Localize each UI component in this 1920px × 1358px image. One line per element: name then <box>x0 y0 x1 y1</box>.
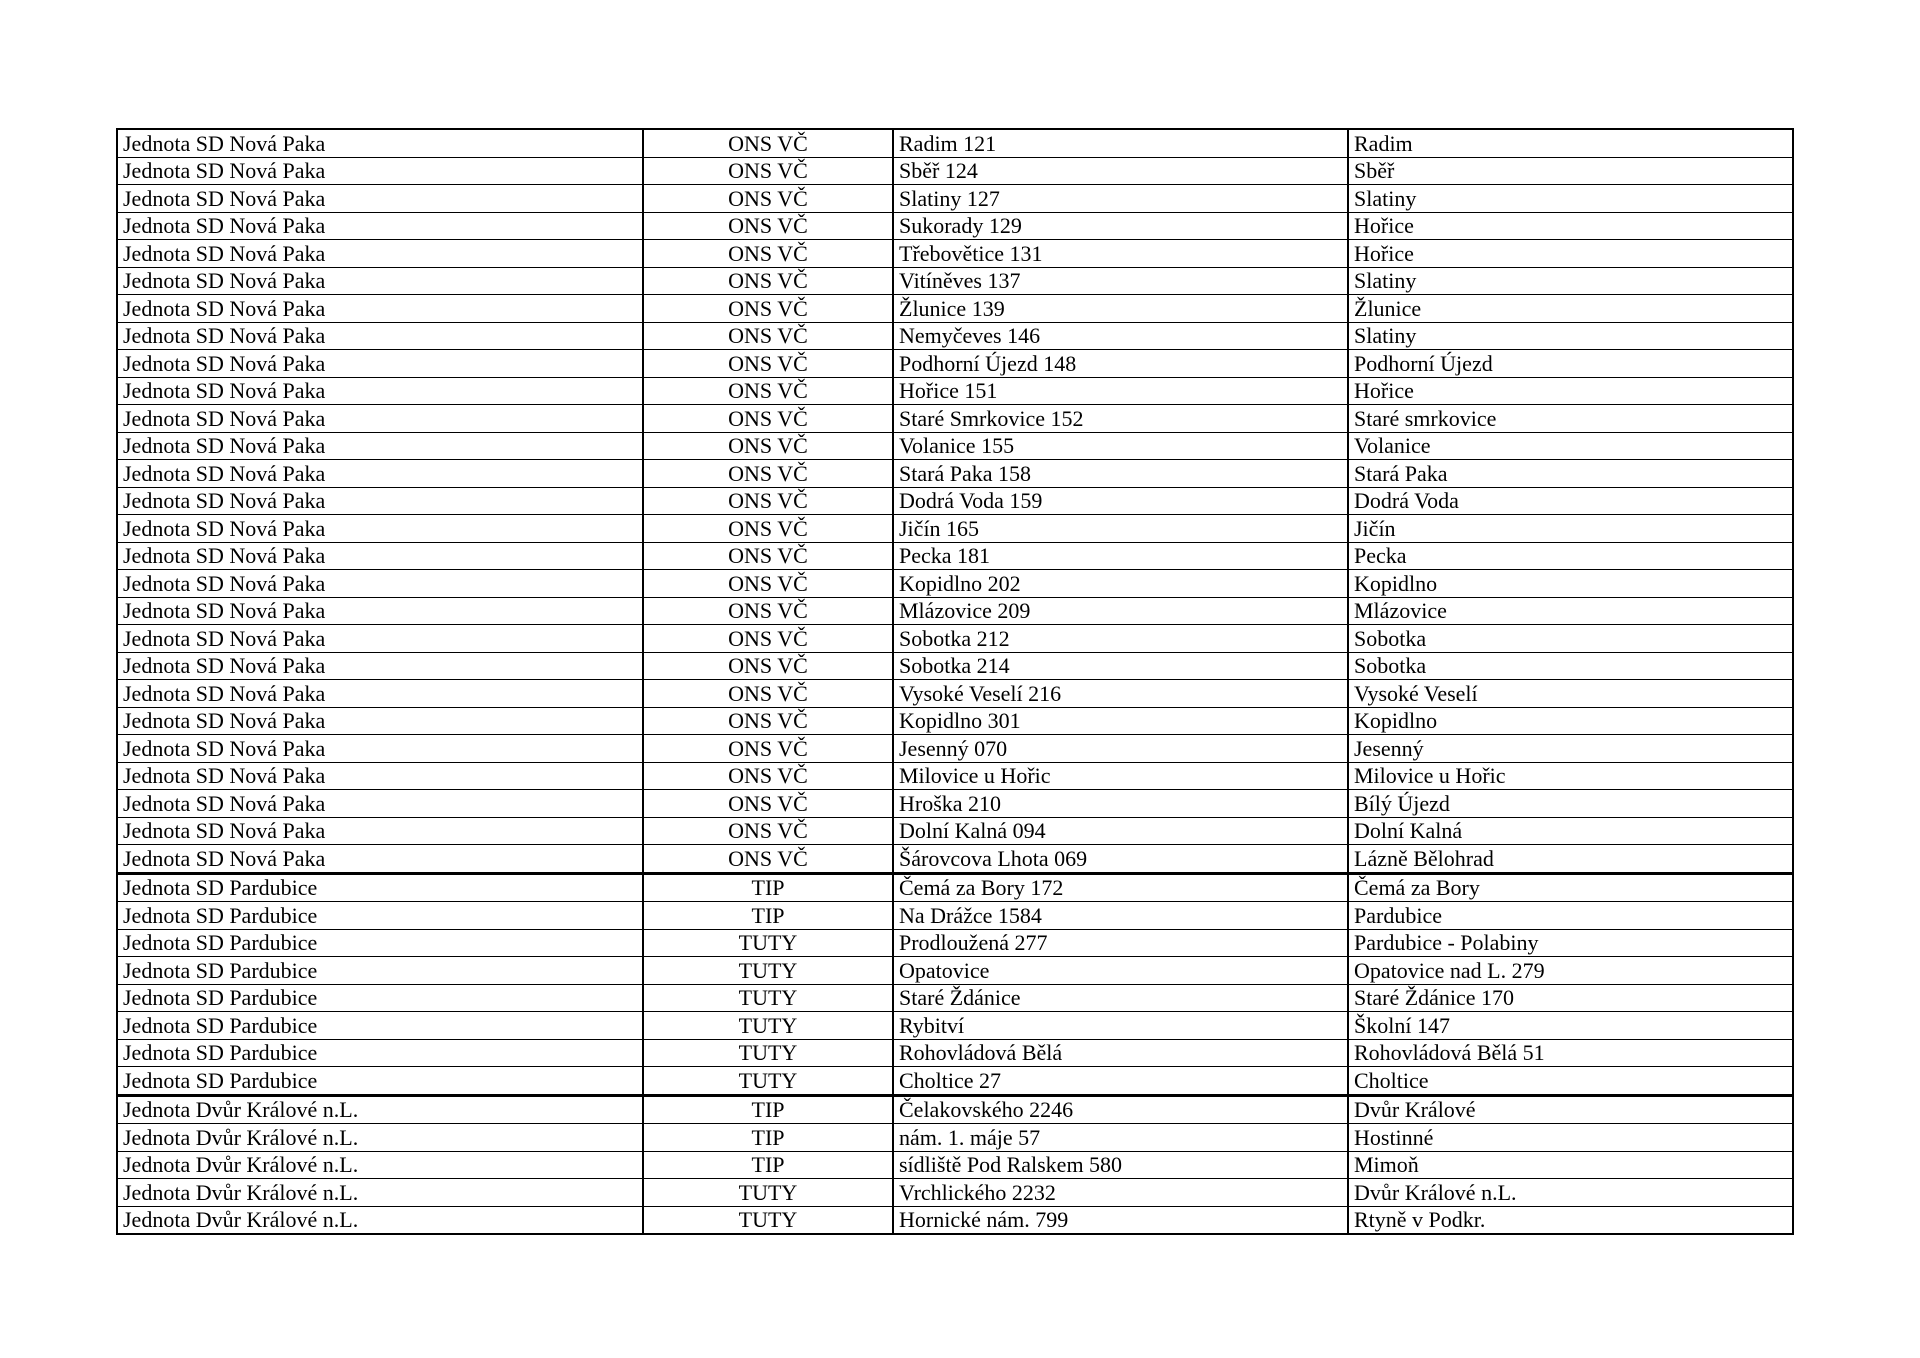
place-cell: Bílý Újezd <box>1348 790 1793 818</box>
place-cell: Pardubice <box>1348 902 1793 930</box>
type-cell: ONS VČ <box>643 322 893 350</box>
type-cell: ONS VČ <box>643 460 893 488</box>
org-cell: Jednota SD Pardubice <box>117 984 643 1012</box>
table-row <box>117 845 1793 874</box>
type-cell: ONS VČ <box>643 652 893 680</box>
address-cell: Vitíněves 137 <box>893 267 1348 295</box>
address-cell: sídliště Pod Ralskem 580 <box>893 1151 1348 1179</box>
type-cell: ONS VČ <box>643 845 893 874</box>
type-cell: ONS VČ <box>643 157 893 185</box>
place-cell: Slatiny <box>1348 322 1793 350</box>
address-cell: Jesenný 070 <box>893 735 1348 763</box>
place-cell: Volanice <box>1348 432 1793 460</box>
org-cell: Jednota Dvůr Králové n.L. <box>117 1179 643 1207</box>
org-cell: Jednota SD Nová Paka <box>117 295 643 323</box>
place-cell: Milovice u Hořic <box>1348 762 1793 790</box>
type-cell: ONS VČ <box>643 735 893 763</box>
org-cell: Jednota SD Nová Paka <box>117 735 643 763</box>
org-cell: Jednota SD Nová Paka <box>117 377 643 405</box>
place-cell: Hostinné <box>1348 1124 1793 1152</box>
org-cell: Jednota SD Nová Paka <box>117 570 643 598</box>
place-cell: Lázně Bělohrad <box>1348 845 1793 874</box>
address-cell: Šárovcova Lhota 069 <box>893 845 1348 874</box>
place-cell: Slatiny <box>1348 185 1793 213</box>
address-cell: Rohovládová Bělá <box>893 1039 1348 1067</box>
org-cell: Jednota SD Nová Paka <box>117 432 643 460</box>
type-cell: ONS VČ <box>643 377 893 405</box>
address-cell: Sobotka 212 <box>893 625 1348 653</box>
type-cell: ONS VČ <box>643 267 893 295</box>
org-cell: Jednota SD Nová Paka <box>117 652 643 680</box>
address-cell: nám. 1. máje 57 <box>893 1124 1348 1152</box>
type-cell: ONS VČ <box>643 350 893 378</box>
type-cell: TUTY <box>643 1067 893 1096</box>
org-cell: Jednota SD Pardubice <box>117 1067 643 1096</box>
place-cell: Kopidlno <box>1348 707 1793 735</box>
address-cell: Hořice 151 <box>893 377 1348 405</box>
address-cell: Radim 121 <box>893 129 1348 157</box>
table-row <box>117 295 1793 323</box>
org-cell: Jednota SD Nová Paka <box>117 212 643 240</box>
type-cell: TIP <box>643 902 893 930</box>
address-cell: Sukorady 129 <box>893 212 1348 240</box>
place-cell: Mlázovice <box>1348 597 1793 625</box>
type-cell: TIP <box>643 1151 893 1179</box>
type-cell: TIP <box>643 873 893 902</box>
org-cell: Jednota SD Nová Paka <box>117 680 643 708</box>
org-cell: Jednota Dvůr Králové n.L. <box>117 1124 643 1152</box>
place-cell: Jičín <box>1348 515 1793 543</box>
org-cell: Jednota SD Nová Paka <box>117 267 643 295</box>
org-cell: Jednota SD Nová Paka <box>117 129 643 157</box>
address-cell: Slatiny 127 <box>893 185 1348 213</box>
place-cell: Rtyně v Podkr. <box>1348 1206 1793 1234</box>
place-cell: Žlunice <box>1348 295 1793 323</box>
place-cell: Hořice <box>1348 377 1793 405</box>
address-cell: Na Drážce 1584 <box>893 902 1348 930</box>
type-cell: TUTY <box>643 1039 893 1067</box>
place-cell: Školní 147 <box>1348 1012 1793 1040</box>
address-cell: Vrchlického 2232 <box>893 1179 1348 1207</box>
type-cell: ONS VČ <box>643 432 893 460</box>
type-cell: TUTY <box>643 929 893 957</box>
table-row <box>117 570 1793 598</box>
table-row <box>117 129 1793 157</box>
address-cell: Kopidlno 301 <box>893 707 1348 735</box>
type-cell: TUTY <box>643 1012 893 1040</box>
place-cell: Radim <box>1348 129 1793 157</box>
table-row <box>117 1095 1793 1124</box>
type-cell: ONS VČ <box>643 542 893 570</box>
address-cell: Prodloužená 277 <box>893 929 1348 957</box>
place-cell: Slatiny <box>1348 267 1793 295</box>
address-cell: Pecka 181 <box>893 542 1348 570</box>
place-cell: Opatovice nad L. 279 <box>1348 957 1793 985</box>
org-cell: Jednota Dvůr Králové n.L. <box>117 1095 643 1124</box>
table-row <box>117 1179 1793 1207</box>
table-row <box>117 817 1793 845</box>
type-cell: ONS VČ <box>643 570 893 598</box>
type-cell: ONS VČ <box>643 185 893 213</box>
org-cell: Jednota SD Nová Paka <box>117 597 643 625</box>
place-cell: Mimoň <box>1348 1151 1793 1179</box>
address-cell: Choltice 27 <box>893 1067 1348 1096</box>
type-cell: TUTY <box>643 1179 893 1207</box>
address-cell: Kopidlno 202 <box>893 570 1348 598</box>
table-row <box>117 267 1793 295</box>
table-row <box>117 873 1793 902</box>
type-cell: ONS VČ <box>643 405 893 433</box>
table-row <box>117 240 1793 268</box>
address-cell: Čelakovského 2246 <box>893 1095 1348 1124</box>
address-cell: Milovice u Hořic <box>893 762 1348 790</box>
place-cell: Podhorní Újezd <box>1348 350 1793 378</box>
address-cell: Jičín 165 <box>893 515 1348 543</box>
org-cell: Jednota SD Pardubice <box>117 1039 643 1067</box>
table-row <box>117 542 1793 570</box>
table-body <box>117 129 1793 1234</box>
table-row <box>117 625 1793 653</box>
address-cell: Hornické nám. 799 <box>893 1206 1348 1234</box>
place-cell: Čemá za Bory <box>1348 873 1793 902</box>
table-row <box>117 1206 1793 1234</box>
place-cell: Dvůr Králové n.L. <box>1348 1179 1793 1207</box>
table-row <box>117 405 1793 433</box>
org-cell: Jednota SD Pardubice <box>117 873 643 902</box>
stores-table <box>116 128 1794 1235</box>
place-cell: Dolní Kalná <box>1348 817 1793 845</box>
address-cell: Čemá za Bory 172 <box>893 873 1348 902</box>
type-cell: TUTY <box>643 1206 893 1234</box>
address-cell: Stará Paka 158 <box>893 460 1348 488</box>
place-cell: Dvůr Králové <box>1348 1095 1793 1124</box>
table-row <box>117 157 1793 185</box>
table-row <box>117 487 1793 515</box>
org-cell: Jednota SD Nová Paka <box>117 487 643 515</box>
type-cell: ONS VČ <box>643 597 893 625</box>
place-cell: Kopidlno <box>1348 570 1793 598</box>
table-row <box>117 1124 1793 1152</box>
table-row <box>117 652 1793 680</box>
table-row <box>117 929 1793 957</box>
org-cell: Jednota SD Nová Paka <box>117 707 643 735</box>
table-row <box>117 902 1793 930</box>
place-cell: Staré smrkovice <box>1348 405 1793 433</box>
table-row <box>117 762 1793 790</box>
place-cell: Rohovládová Bělá 51 <box>1348 1039 1793 1067</box>
org-cell: Jednota SD Nová Paka <box>117 625 643 653</box>
table-row <box>117 432 1793 460</box>
address-cell: Rybitví <box>893 1012 1348 1040</box>
address-cell: Vysoké Veselí 216 <box>893 680 1348 708</box>
place-cell: Sobotka <box>1348 625 1793 653</box>
org-cell: Jednota SD Nová Paka <box>117 845 643 874</box>
address-cell: Staré Smrkovice 152 <box>893 405 1348 433</box>
address-cell: Volanice 155 <box>893 432 1348 460</box>
org-cell: Jednota SD Nová Paka <box>117 460 643 488</box>
org-cell: Jednota SD Nová Paka <box>117 157 643 185</box>
type-cell: ONS VČ <box>643 515 893 543</box>
table-row <box>117 707 1793 735</box>
address-cell: Dolní Kalná 094 <box>893 817 1348 845</box>
table-row <box>117 1067 1793 1096</box>
org-cell: Jednota SD Pardubice <box>117 902 643 930</box>
org-cell: Jednota SD Nová Paka <box>117 790 643 818</box>
table-row <box>117 1012 1793 1040</box>
table-row <box>117 790 1793 818</box>
org-cell: Jednota SD Nová Paka <box>117 240 643 268</box>
place-cell: Pecka <box>1348 542 1793 570</box>
place-cell: Sběř <box>1348 157 1793 185</box>
table-row <box>117 735 1793 763</box>
place-cell: Pardubice - Polabiny <box>1348 929 1793 957</box>
type-cell: ONS VČ <box>643 129 893 157</box>
place-cell: Hořice <box>1348 240 1793 268</box>
table-row <box>117 185 1793 213</box>
org-cell: Jednota SD Pardubice <box>117 957 643 985</box>
type-cell: ONS VČ <box>643 790 893 818</box>
org-cell: Jednota SD Nová Paka <box>117 350 643 378</box>
table-row <box>117 212 1793 240</box>
type-cell: ONS VČ <box>643 240 893 268</box>
place-cell: Dodrá Voda <box>1348 487 1793 515</box>
org-cell: Jednota SD Nová Paka <box>117 515 643 543</box>
type-cell: ONS VČ <box>643 295 893 323</box>
type-cell: ONS VČ <box>643 487 893 515</box>
table-row <box>117 984 1793 1012</box>
place-cell: Stará Paka <box>1348 460 1793 488</box>
table-row <box>117 1039 1793 1067</box>
place-cell: Sobotka <box>1348 652 1793 680</box>
type-cell: TIP <box>643 1124 893 1152</box>
type-cell: ONS VČ <box>643 680 893 708</box>
org-cell: Jednota SD Nová Paka <box>117 185 643 213</box>
type-cell: TUTY <box>643 984 893 1012</box>
address-cell: Dodrá Voda 159 <box>893 487 1348 515</box>
address-cell: Žlunice 139 <box>893 295 1348 323</box>
address-cell: Třebovětice 131 <box>893 240 1348 268</box>
place-cell: Staré Ždánice 170 <box>1348 984 1793 1012</box>
type-cell: ONS VČ <box>643 707 893 735</box>
table-row <box>117 350 1793 378</box>
address-cell: Nemyčeves 146 <box>893 322 1348 350</box>
address-cell: Staré Ždánice <box>893 984 1348 1012</box>
type-cell: ONS VČ <box>643 762 893 790</box>
type-cell: ONS VČ <box>643 625 893 653</box>
table-row <box>117 680 1793 708</box>
address-cell: Hroška 210 <box>893 790 1348 818</box>
org-cell: Jednota Dvůr Králové n.L. <box>117 1151 643 1179</box>
org-cell: Jednota SD Nová Paka <box>117 762 643 790</box>
table-row <box>117 957 1793 985</box>
org-cell: Jednota SD Nová Paka <box>117 817 643 845</box>
table-row <box>117 460 1793 488</box>
address-cell: Sobotka 214 <box>893 652 1348 680</box>
org-cell: Jednota SD Pardubice <box>117 1012 643 1040</box>
address-cell: Mlázovice 209 <box>893 597 1348 625</box>
place-cell: Hořice <box>1348 212 1793 240</box>
org-cell: Jednota SD Nová Paka <box>117 322 643 350</box>
type-cell: TUTY <box>643 957 893 985</box>
org-cell: Jednota Dvůr Králové n.L. <box>117 1206 643 1234</box>
table-row <box>117 322 1793 350</box>
type-cell: ONS VČ <box>643 817 893 845</box>
address-cell: Sběř 124 <box>893 157 1348 185</box>
type-cell: TIP <box>643 1095 893 1124</box>
table-row <box>117 1151 1793 1179</box>
place-cell: Choltice <box>1348 1067 1793 1096</box>
place-cell: Jesenný <box>1348 735 1793 763</box>
table-row <box>117 515 1793 543</box>
address-cell: Podhorní Újezd 148 <box>893 350 1348 378</box>
address-cell: Opatovice <box>893 957 1348 985</box>
org-cell: Jednota SD Nová Paka <box>117 542 643 570</box>
org-cell: Jednota SD Pardubice <box>117 929 643 957</box>
table-row <box>117 597 1793 625</box>
place-cell: Vysoké Veselí <box>1348 680 1793 708</box>
org-cell: Jednota SD Nová Paka <box>117 405 643 433</box>
type-cell: ONS VČ <box>643 212 893 240</box>
table-row <box>117 377 1793 405</box>
